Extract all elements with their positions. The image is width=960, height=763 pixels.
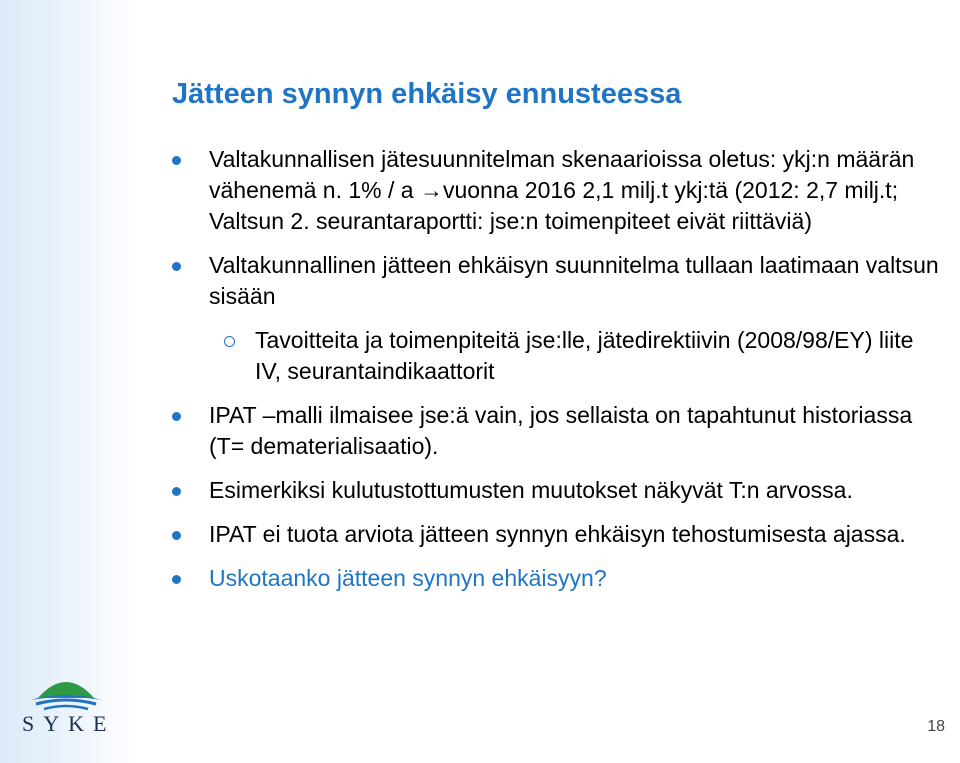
decorative-sidebar (0, 0, 140, 763)
bullet-icon (172, 156, 181, 165)
bullet-text: IPAT ei tuota arviota jätteen synnyn ehkäisyn tehostumisesta ajassa. (209, 521, 906, 547)
bullet-list (172, 144, 942, 607)
bullet-item-5 (172, 519, 942, 550)
bullet-text: Esimerkiksi kulutustottumusten muutokset näkyvät T:n arvossa. (209, 477, 853, 503)
bullet-text-question: Uskotaanko jätteen synnyn ehkäisyyn? (209, 565, 607, 591)
bullet-text: Valtakunnallinen jätteen ehkäisyn suunnitelma tullaan laatimaan valtsun sisään (209, 252, 939, 309)
bullet-item-3 (172, 400, 942, 462)
bullet-text: IPAT –malli ilmaisee jse:ä vain, jos sellaista on tapahtunut historiassa (T= dematerialisaatio). (209, 402, 913, 459)
bullet-icon (172, 262, 181, 271)
bullet-item-question (172, 563, 942, 594)
slide-title: Jätteen synnyn ehkäisy ennusteessa (172, 78, 682, 110)
bullet-icon (172, 412, 181, 421)
page-number: 18 (927, 718, 945, 735)
bullet-item-4 (172, 475, 942, 506)
sub-bullet-item (218, 325, 942, 387)
bullet-icon (172, 531, 181, 540)
bullet-item-1 (172, 144, 942, 237)
bullet-icon (172, 487, 181, 496)
sub-bullet-text: Tavoitteita ja toimenpiteitä jse:lle, jätedirektiivin (2008/98/EY) liite IV, seurantaindikaattorit (255, 327, 914, 384)
bullet-item-2 (172, 250, 942, 312)
bullet-text: Valtakunnallisen jätesuunnitelman skenaarioissa oletus: ykj:n määrän vähenemä n. 1% / a →vuonna 2016 2,1 milj.t ykj:tä (2012: 2,7 milj.t; Valtsun 2. seurantaraportti: jse:n toimenpiteet eivät riittäviä) (209, 146, 915, 234)
bullet-icon (172, 575, 181, 584)
hollow-bullet-icon (224, 336, 235, 347)
logo-text: SYKE (22, 711, 116, 736)
